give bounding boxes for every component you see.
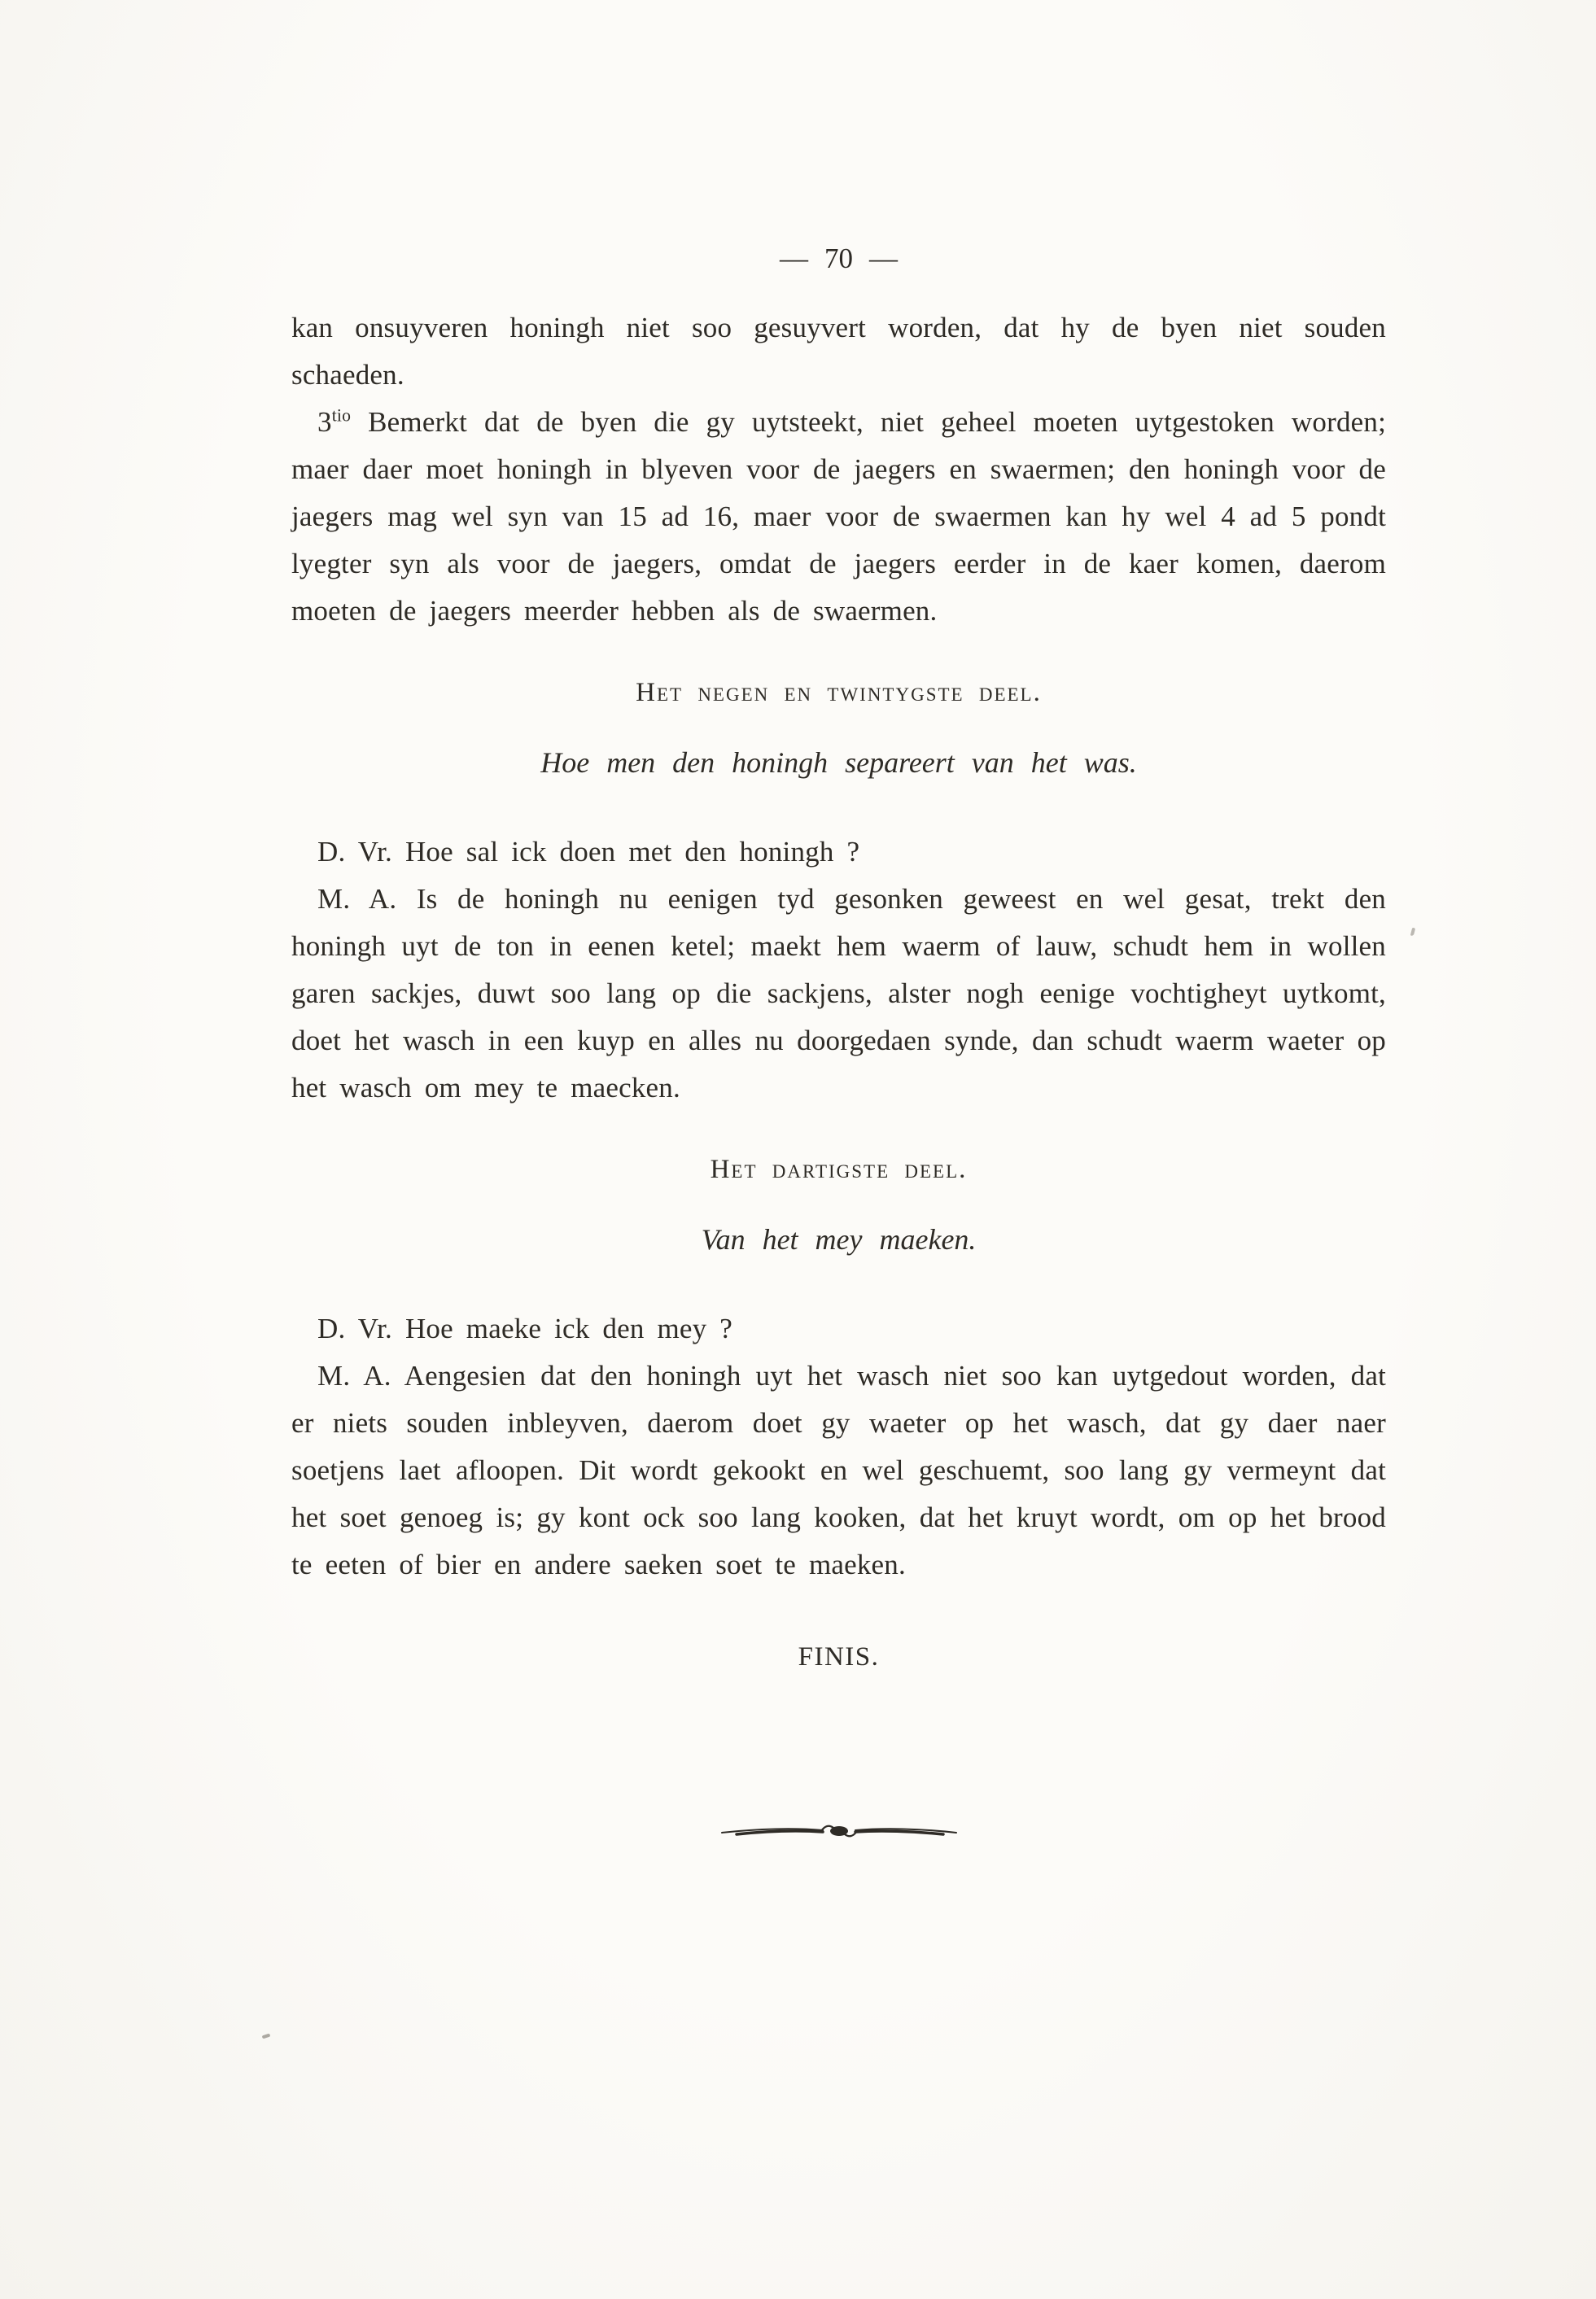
- page-number-left-dash: —: [780, 243, 808, 274]
- chapter-heading-30: Het dartigste deel.: [710, 1155, 968, 1184]
- answer-30: M. A. Aengesien dat den honingh uyt het wasch niet soo kan uytgedout worden, dat er niets souden inbleyven, daerom doet gy waeter op het wasch, dat gy daer naer soetjens laet afloopen. Dit wordt gekookt en wel geschuemt, soo lang gy vermeynt dat het soet genoeg is; gy kont ock soo lang kooken, dat het kruyt wordt, om op het brood te eeten of bier en andere saeken soet te maeken.: [291, 1360, 1386, 1580]
- question-30: D. Vr. Hoe maeke ick den mey ?: [317, 1313, 733, 1344]
- scan-speck-bottom-left: [262, 2034, 271, 2039]
- page-number-right-dash: —: [869, 243, 898, 274]
- chapter-heading-29: Het negen en twintygste deel.: [636, 678, 1042, 707]
- paragraph-remark-3tio: [291, 399, 1386, 635]
- finis-label: FINIS.: [798, 1642, 880, 1672]
- ordinal-superscript: tio: [331, 405, 352, 426]
- chapter-subtitle-30: Van het mey maeken.: [701, 1223, 977, 1256]
- scan-speck-right-margin: [1410, 928, 1415, 937]
- divider-ornament: [291, 1820, 1386, 1846]
- text-block: [291, 241, 1386, 1846]
- paragraph-continuation: kan onsuyveren honingh niet soo gesuyvert worden, dat hy de byen niet souden schaeden.: [291, 312, 1386, 391]
- question-29: D. Vr. Hoe sal ick doen met den honingh ?: [317, 836, 860, 868]
- page-number-value: 70: [824, 243, 853, 274]
- answer-29: M. A. Is de honingh nu eenigen tyd gesonken geweest en wel gesat, trekt den honingh uyt de ton in eenen ketel; maekt hem waerm of lauw, schudt hem in wollen garen sackjes, duwt soo lang op die sackjens, alster nogh eenige vochtigheyt uytkomt, doet het wasch in een kuyp en alles nu doorgedaen synde, dan schudt waerm waeter op het wasch om mey te maecken.: [291, 883, 1386, 1104]
- ordinal-number: 3: [317, 406, 332, 438]
- paragraph-remark-text: Bemerkt dat de byen die gy uytsteekt, niet geheel moeten uytgestoken worden; maer daer moet honingh in blyeven voor de jaegers en swaermen; den honingh voor de jaegers mag wel syn van 15 ad 16, maer voor de swaermen kan hy wel 4 ad 5 pondt lyegter syn als voor de jaegers, omdat de jaegers eerder in de kaer komen, daerom moeten de jaegers meerder hebben als de swaermen.: [291, 406, 1387, 627]
- flourish-ornament-graphic: [717, 1820, 961, 1842]
- page-number: [291, 241, 1386, 277]
- chapter-subtitle-29: Hoe men den honingh separeert van het was.: [540, 746, 1137, 779]
